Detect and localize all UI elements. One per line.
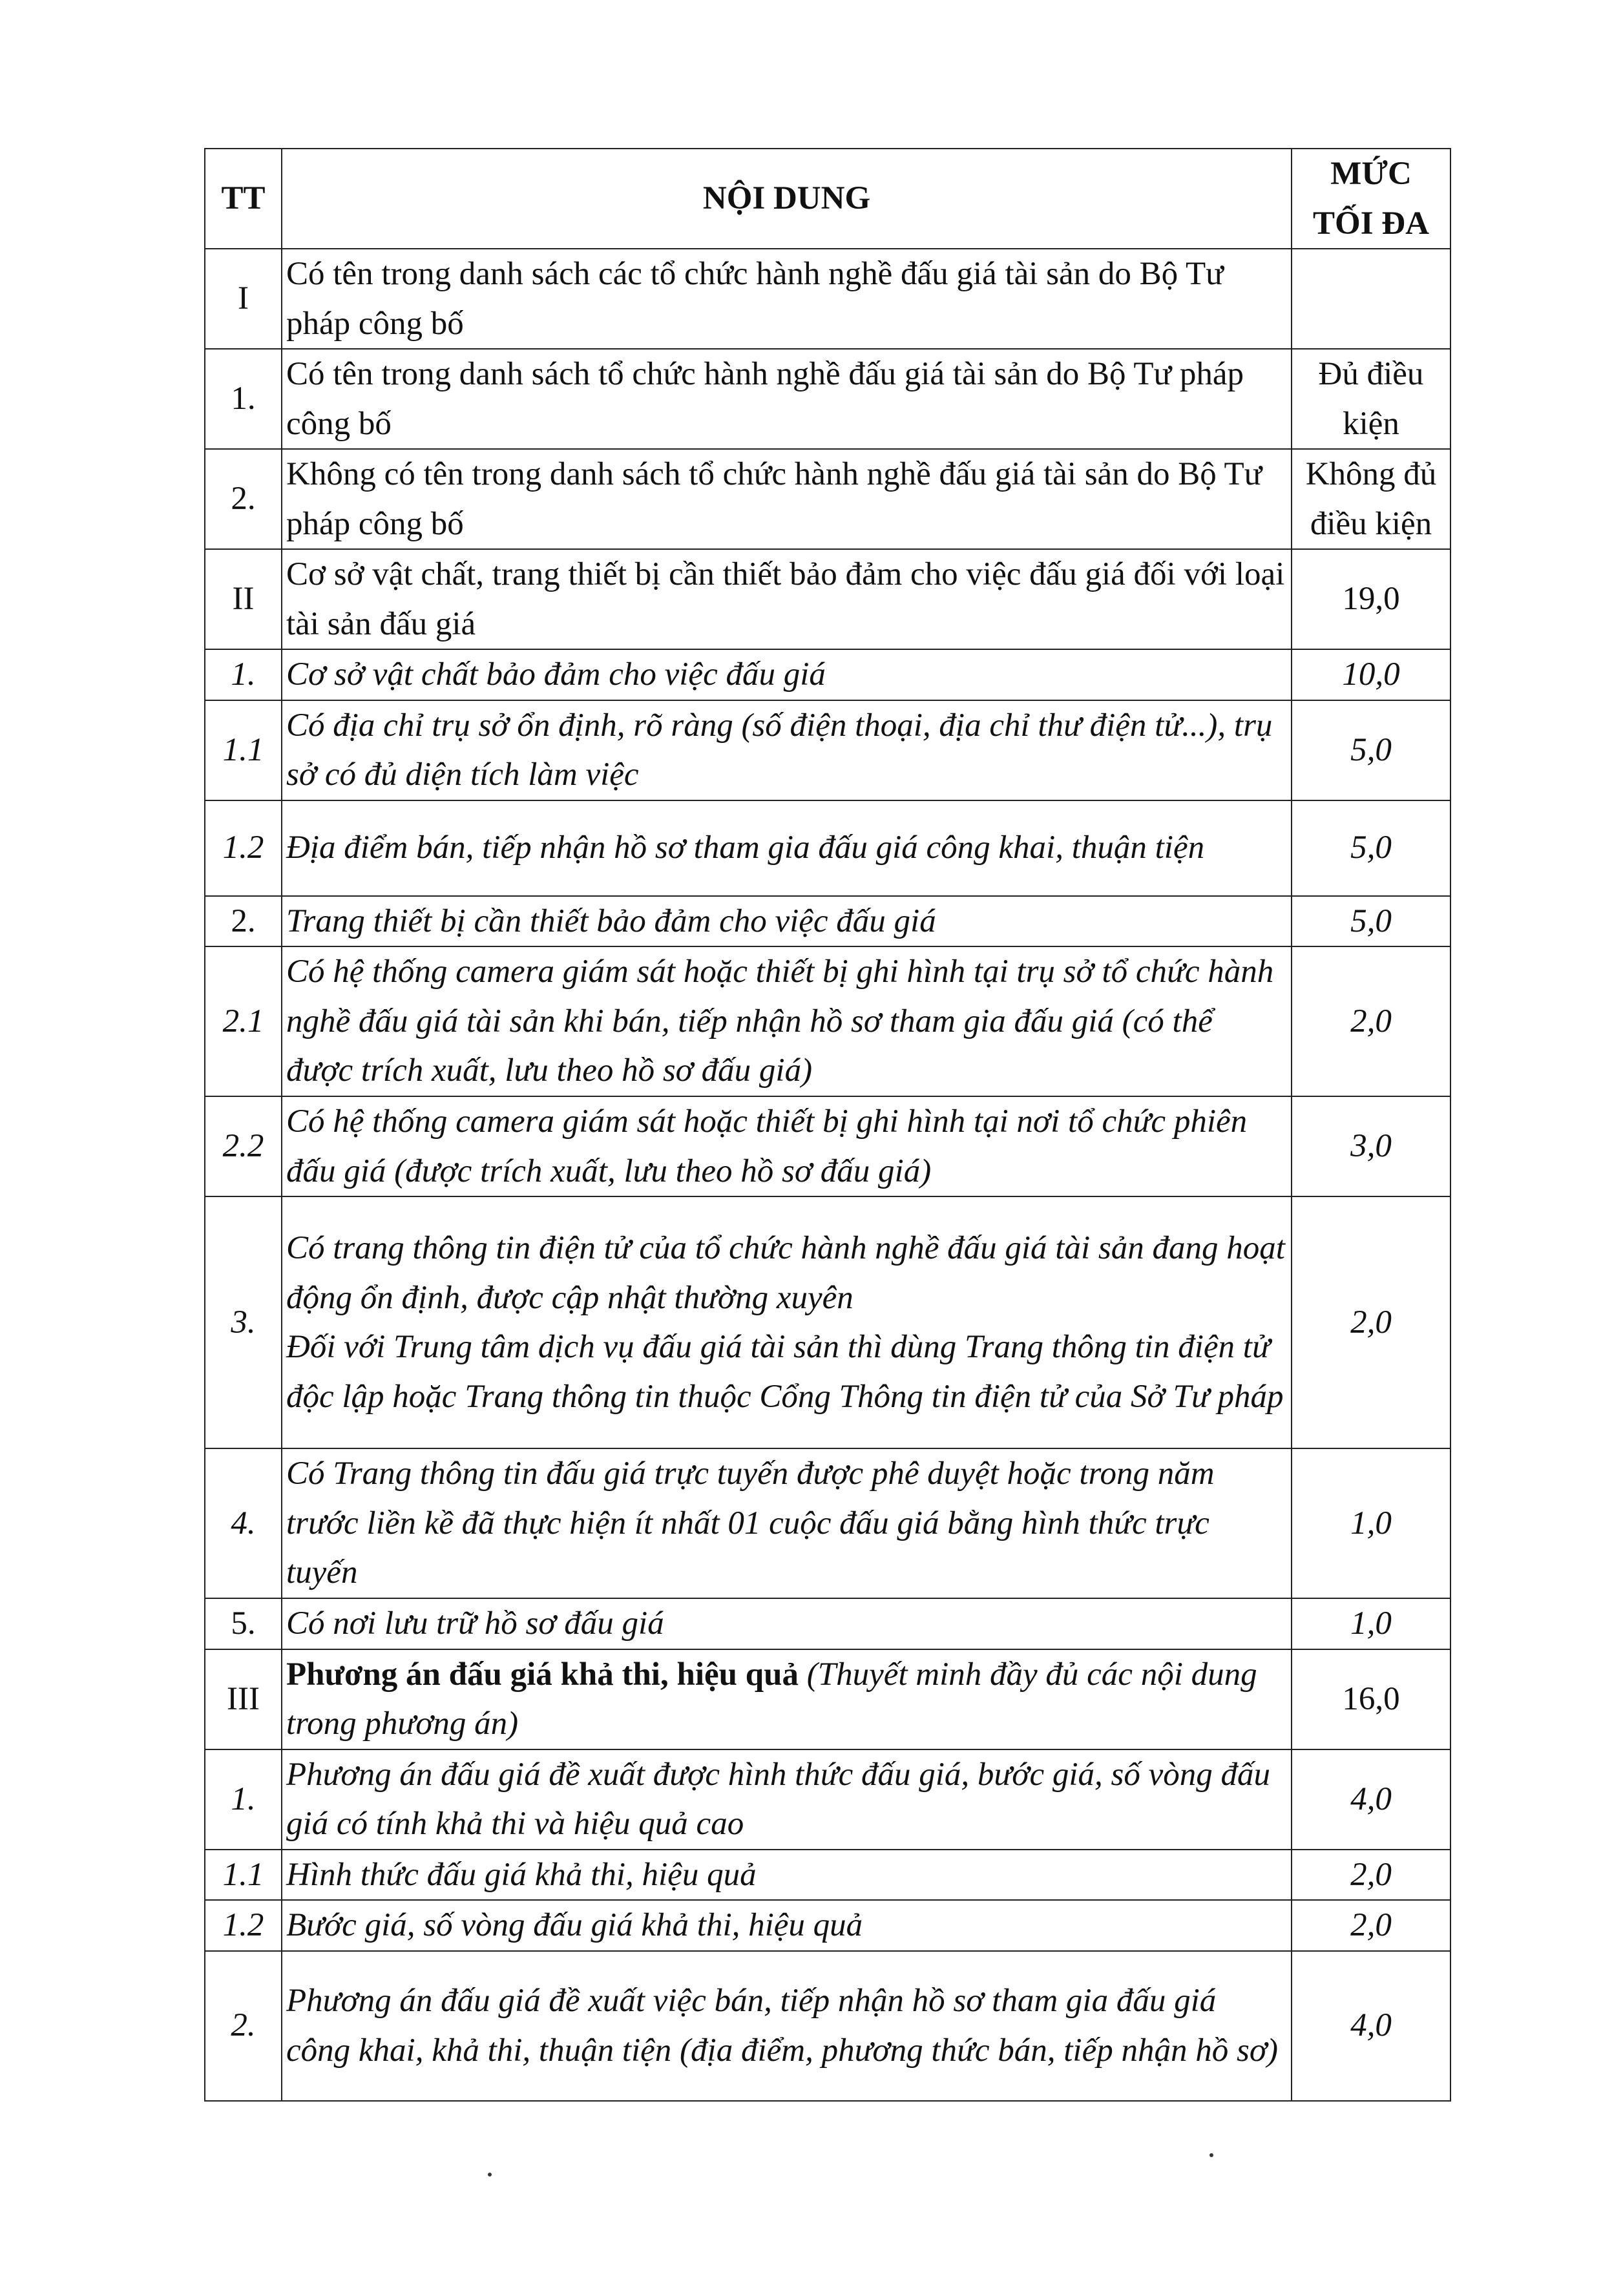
header-noi-dung: NỘI DUNG (282, 149, 1292, 249)
table-row (205, 1448, 1450, 1598)
table-row (205, 1196, 1450, 1448)
row-tt: 1. (205, 1749, 282, 1850)
row-content: Phương án đấu giá đề xuất việc bán, tiếp nhận hồ sơ tham gia đấu giá công khai, khả thi, thuận tiện (địa điểm, phương thức bán, tiếp nhận hồ sơ) (282, 1951, 1292, 2101)
row-max: Không đủ điều kiện (1292, 449, 1450, 549)
row-tt: 5. (205, 1598, 282, 1649)
row-max: 16,0 (1292, 1649, 1450, 1749)
row-tt: II (205, 549, 282, 649)
header-tt: TT (205, 149, 282, 249)
row-tt: III (205, 1649, 282, 1749)
row-max: Đủ điều kiện (1292, 349, 1450, 449)
table-row (205, 649, 1450, 700)
row-content: Có tên trong danh sách tổ chức hành nghề đấu giá tài sản do Bộ Tư pháp công bố (282, 349, 1292, 449)
row-tt: 1. (205, 349, 282, 449)
row-max (1292, 249, 1450, 349)
table-row (205, 549, 1450, 649)
row-tt: 1.1 (205, 700, 282, 800)
header-muc-toi-da (1292, 149, 1450, 249)
row-tt: 1.2 (205, 1900, 282, 1951)
criteria-table (204, 148, 1451, 2102)
row-tt: 2. (205, 1951, 282, 2101)
row-max: 2,0 (1292, 1196, 1450, 1448)
scan-speck (1209, 2153, 1213, 2157)
table-row (205, 1900, 1450, 1951)
row-content: Có tên trong danh sách các tổ chức hành nghề đấu giá tài sản do Bộ Tư pháp công bố (282, 249, 1292, 349)
row-tt: 2.1 (205, 946, 282, 1096)
row-content: Có hệ thống camera giám sát hoặc thiết bị ghi hình tại nơi tổ chức phiên đấu giá (được trích xuất, lưu theo hồ sơ đấu giá) (282, 1096, 1292, 1196)
row-max: 5,0 (1292, 800, 1450, 896)
row-content (282, 1196, 1292, 1448)
row-max: 1,0 (1292, 1448, 1450, 1598)
row-max: 1,0 (1292, 1598, 1450, 1649)
row-content-secondary: Đối với Trung tâm dịch vụ đấu giá tài sản thì dùng Trang thông tin điện tử độc lập hoặc Trang thông tin thuộc Cổng Thông tin điện tử của Sở Tư pháp (286, 1329, 1284, 1415)
row-content: Có hệ thống camera giám sát hoặc thiết bị ghi hình tại trụ sở tổ chức hành nghề đấu giá tài sản khi bán, tiếp nhận hồ sơ tham gia đấu giá (có thể được trích xuất, lưu theo hồ sơ đấu giá) (282, 946, 1292, 1096)
scan-speck (488, 2173, 492, 2176)
table-row (205, 1096, 1450, 1196)
row-content: Cơ sở vật chất bảo đảm cho việc đấu giá (282, 649, 1292, 700)
table-header-row (205, 149, 1450, 249)
row-content-note: (Thuyết minh đầy đủ các nội dung trong phương án) (286, 1656, 1257, 1742)
row-tt: 1. (205, 649, 282, 700)
row-content: Phương án đấu giá đề xuất được hình thức đấu giá, bước giá, số vòng đấu giá có tính khả thi và hiệu quả cao (282, 1749, 1292, 1850)
row-content-main: Phương án đấu giá khả thi, hiệu quả (286, 1656, 799, 1693)
row-content: Có Trang thông tin đấu giá trực tuyến được phê duyệt hoặc trong năm trước liền kề đã thực hiện ít nhất 01 cuộc đấu giá bằng hình thức trực tuyến (282, 1448, 1292, 1598)
table-row (205, 1749, 1450, 1850)
row-content: Địa điểm bán, tiếp nhận hồ sơ tham gia đấu giá công khai, thuận tiện (282, 800, 1292, 896)
table-row (205, 700, 1450, 800)
table-row (205, 249, 1450, 349)
row-content: Không có tên trong danh sách tổ chức hành nghề đấu giá tài sản do Bộ Tư pháp công bố (282, 449, 1292, 549)
row-content (282, 1649, 1292, 1749)
row-max: 2,0 (1292, 946, 1450, 1096)
row-max: 5,0 (1292, 700, 1450, 800)
row-tt: 2. (205, 896, 282, 947)
row-content: Hình thức đấu giá khả thi, hiệu quả (282, 1850, 1292, 1901)
table-row (205, 946, 1450, 1096)
table-row (205, 896, 1450, 947)
row-tt: 4. (205, 1448, 282, 1598)
row-content: Trang thiết bị cần thiết bảo đảm cho việc đấu giá (282, 896, 1292, 947)
table-row (205, 349, 1450, 449)
row-tt: 1.1 (205, 1850, 282, 1901)
header-muc-line1: MỨC (1330, 156, 1412, 192)
table-row (205, 1598, 1450, 1649)
row-tt: 2. (205, 449, 282, 549)
table-row (205, 1951, 1450, 2101)
table-row (205, 1850, 1450, 1901)
row-tt: I (205, 249, 282, 349)
row-tt: 1.2 (205, 800, 282, 896)
table-row (205, 1649, 1450, 1749)
header-muc-line2: TỐI ĐA (1313, 205, 1429, 242)
row-tt: 3. (205, 1196, 282, 1448)
row-max: 2,0 (1292, 1900, 1450, 1951)
row-max: 19,0 (1292, 549, 1450, 649)
row-tt: 2.2 (205, 1096, 282, 1196)
row-max: 3,0 (1292, 1096, 1450, 1196)
row-max: 4,0 (1292, 1951, 1450, 2101)
table-row (205, 449, 1450, 549)
row-content-main: Có trang thông tin điện tử của tổ chức hành nghề đấu giá tài sản đang hoạt động ổn định, được cập nhật thường xuyên (286, 1230, 1285, 1316)
row-max: 5,0 (1292, 896, 1450, 947)
row-max: 2,0 (1292, 1850, 1450, 1901)
row-content: Cơ sở vật chất, trang thiết bị cần thiết bảo đảm cho việc đấu giá đối với loại tài sản đấu giá (282, 549, 1292, 649)
row-content: Có địa chỉ trụ sở ổn định, rõ ràng (số điện thoại, địa chỉ thư điện tử...), trụ sở có đủ diện tích làm việc (282, 700, 1292, 800)
row-content: Có nơi lưu trữ hồ sơ đấu giá (282, 1598, 1292, 1649)
table-row (205, 800, 1450, 896)
row-max: 4,0 (1292, 1749, 1450, 1850)
row-max: 10,0 (1292, 649, 1450, 700)
row-content: Bước giá, số vòng đấu giá khả thi, hiệu quả (282, 1900, 1292, 1951)
